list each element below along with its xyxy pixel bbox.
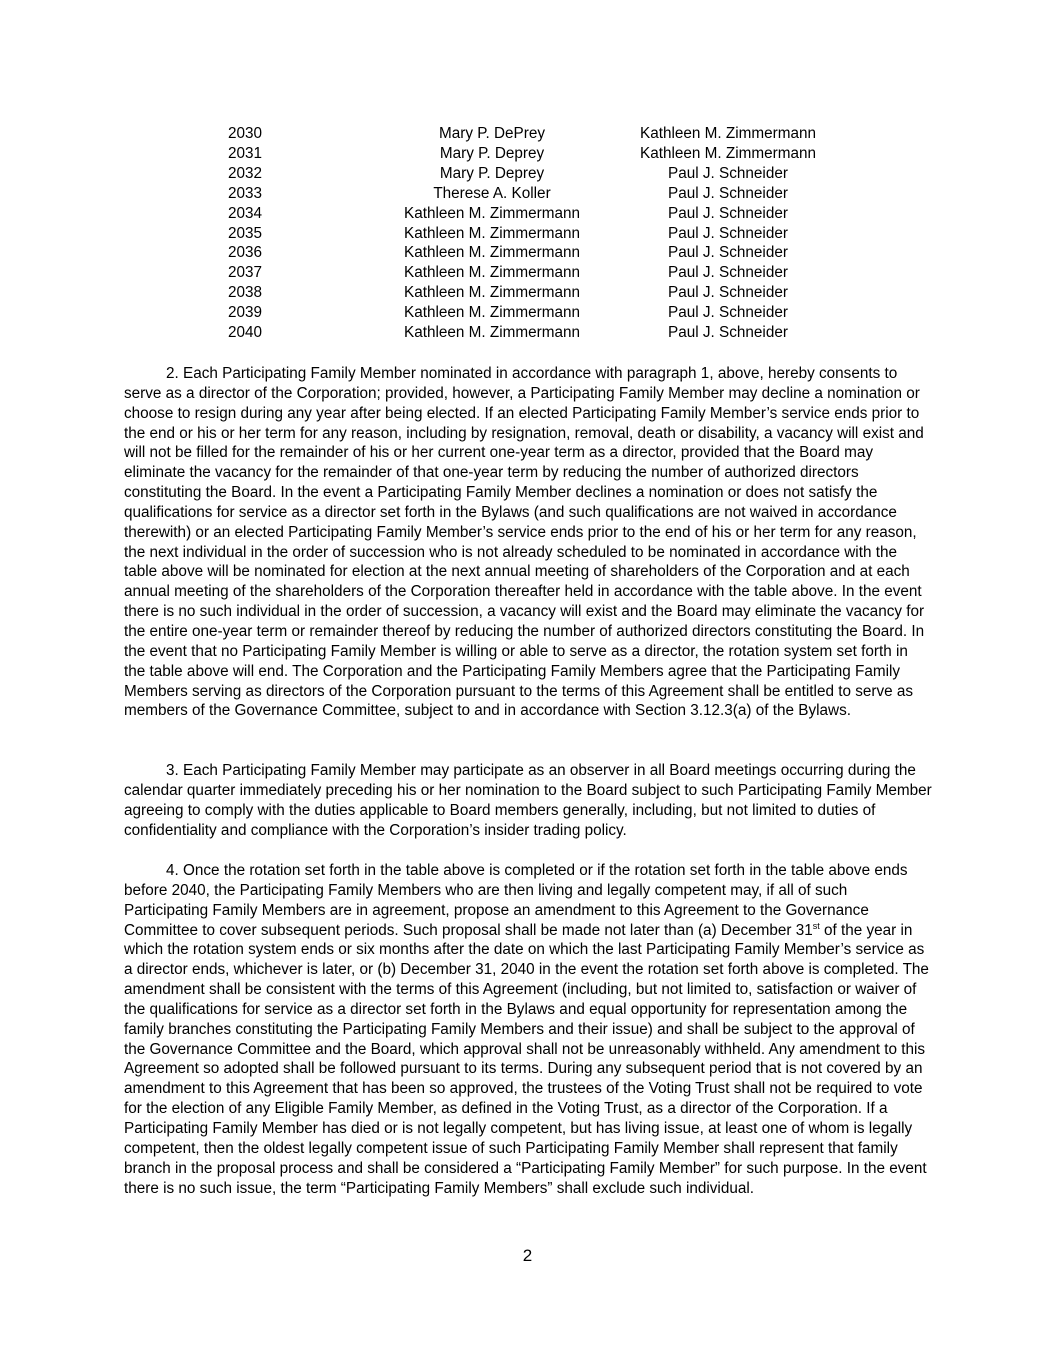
rotation-nominee: Kathleen M. Zimmermann [404, 324, 580, 342]
paragraph-4-text-b: of the year in which the rotation system ends or six months after the date on which the last Participating Family Member’s service as a director ends, whichever is later, or (b) December 31, 2040 in the event the rotation set forth above is completed. The amendment shall be consistent with the terms of this Agreement (including, but not limited to, satisfaction or waiver of the qualifications for service as a director set forth in the Bylaws and equal opportunity for representation among the family branches constituting the Participating Family Members and their issue) and shall be subject to the approval of the Governance Committee and the Board, which approval shall not be unreasonably withheld. Any amendment to this Agreement so adopted shall be followed pursuant to its terms. During any subsequent period that is not covered by an amendment to this Agreement that has been so approved, the trustees of the Voting Trust shall not be required to vote for the election of any Eligible Family Member, as defined in the Voting Trust, as a director of the Corporation. If a Participating Family Member has died or is not legally competent, but has living issue, at least one of whom is legally competent, then the oldest legally competent issue of such Participating Family Member shall represent that family branch in the proposal process and shall be considered a “Participating Family Member” for such purpose. In the event there is no such issue, the term “Participating Family Members” shall exclude such individual. [124, 921, 929, 1197]
rotation-year: 2038 [228, 284, 263, 302]
rotation-nominee: Kathleen M. Zimmermann [404, 304, 580, 322]
rotation-alternate: Paul J. Schneider [668, 224, 788, 242]
rotation-row [228, 204, 818, 224]
paragraph-4-text-a: 4. Once the rotation set forth in the table above is completed or if the rotation set forth in the table above ends before 2040, the Participating Family Members who are then living and legally competent may, if all of such Participating Family Members are in agreement, propose an amendment to this Agreement to the Governance Committee to cover subsequent periods. Such proposal shall be made not later than (a) December 31 [124, 862, 908, 939]
rotation-nominee: Kathleen M. Zimmermann [404, 264, 580, 282]
rotation-year: 2036 [228, 244, 263, 262]
rotation-year: 2037 [228, 264, 263, 282]
rotation-nominee: Kathleen M. Zimmermann [404, 284, 580, 302]
rotation-alternate: Paul J. Schneider [668, 244, 788, 262]
rotation-nominee: Kathleen M. Zimmermann [404, 224, 580, 242]
page-number: 2 [522, 1246, 533, 1265]
paragraph-3 [124, 761, 932, 840]
rotation-row [228, 184, 818, 204]
rotation-row [228, 243, 818, 263]
rotation-alternate: Paul J. Schneider [668, 184, 788, 202]
rotation-year: 2035 [228, 224, 263, 242]
rotation-row [228, 323, 818, 343]
rotation-row [228, 224, 818, 244]
rotation-row [228, 144, 818, 164]
rotation-nominee: Kathleen M. Zimmermann [404, 204, 580, 222]
rotation-row [228, 263, 818, 283]
rotation-year: 2034 [228, 204, 263, 222]
rotation-alternate: Kathleen M. Zimmermann [640, 144, 816, 162]
rotation-row [228, 303, 818, 323]
rotation-alternate: Kathleen M. Zimmermann [640, 125, 816, 142]
ordinal-suffix: st [812, 920, 820, 931]
rotation-nominee: Mary P. DePrey [439, 125, 545, 142]
rotation-row [228, 283, 818, 303]
rotation-alternate: Paul J. Schneider [668, 164, 788, 182]
rotation-table-body [228, 124, 818, 343]
paragraph-2 [124, 364, 932, 721]
paragraph-3-text: 3. Each Participating Family Member may participate as an observer in all Board meetings occurring during the calendar quarter immediately preceding his or her nomination to the Board subject to such Participating Family Member agreeing to comply with the duties applicable to Board members generally, including, but not limited to duties of confidentiality and compliance with the Corporation’s insider trading policy. [124, 762, 932, 839]
rotation-alternate: Paul J. Schneider [668, 264, 788, 282]
rotation-table [228, 124, 818, 343]
paragraph-4 [124, 861, 932, 1198]
rotation-nominee: Kathleen M. Zimmermann [404, 244, 580, 262]
rotation-row [228, 124, 818, 144]
rotation-nominee: Therese A. Koller [433, 184, 551, 202]
rotation-year: 2032 [228, 164, 263, 182]
rotation-alternate: Paul J. Schneider [668, 204, 788, 222]
rotation-nominee: Mary P. Deprey [439, 144, 545, 162]
rotation-row [228, 164, 818, 184]
rotation-year: 2039 [228, 304, 263, 322]
rotation-year: 2040 [228, 324, 263, 342]
rotation-nominee: Mary P. Deprey [439, 164, 545, 182]
rotation-year: 2030 [228, 125, 263, 142]
rotation-alternate: Paul J. Schneider [668, 324, 788, 342]
rotation-year: 2033 [228, 184, 263, 202]
rotation-alternate: Paul J. Schneider [668, 284, 788, 302]
paragraph-2-text: 2. Each Participating Family Member nominated in accordance with paragraph 1, above, hereby consents to serve as a director of the Corporation; provided, however, a Participating Family Member may decline a nomination or choose to resign during any year after being elected. If an elected Participating Family Member’s service ends prior to the end or his or her term for any reason, including by resignation, removal, death or disability, a vacancy will exist and will not be filled for the remainder of his or her current one-year term as a director, provided that the Board may eliminate the vacancy for the remainder of that one-year term by reducing the number of authorized directors constituting the Board. In the event a Participating Family Member declines a nomination or does not satisfy the qualifications for service as a director set forth in the Bylaws (and such qualifications are not waived in accordance therewith) or an elected Participating Family Member’s service ends prior to the end of his or her term for any reason, the next individual in the order of succession who is not already scheduled to be nominated in accordance with the table above will be nominated for election at the next annual meeting of shareholders of the Corporation and at each annual meeting of the shareholders of the Corporation thereafter held in accordance with the table above. In the event there is no such individual in the order of succession, a vacancy will exist and the Board may eliminate the vacancy for the entire one-year term or remainder thereof by reducing the number of authorized directors constituting the Board. In the event that no Participating Family Member is willing or able to serve as a director, the rotation system set forth in the table above will end. The Corporation and the Participating Family Members agree that the Participating Family Members serving as directors of the Corporation pursuant to the terms of this Agreement shall be entitled to serve as members of the Governance Committee, subject to and in accordance with Section 3.12.3(a) of the Bylaws. [124, 365, 925, 720]
rotation-year: 2031 [228, 144, 263, 162]
rotation-alternate: Paul J. Schneider [668, 304, 788, 322]
